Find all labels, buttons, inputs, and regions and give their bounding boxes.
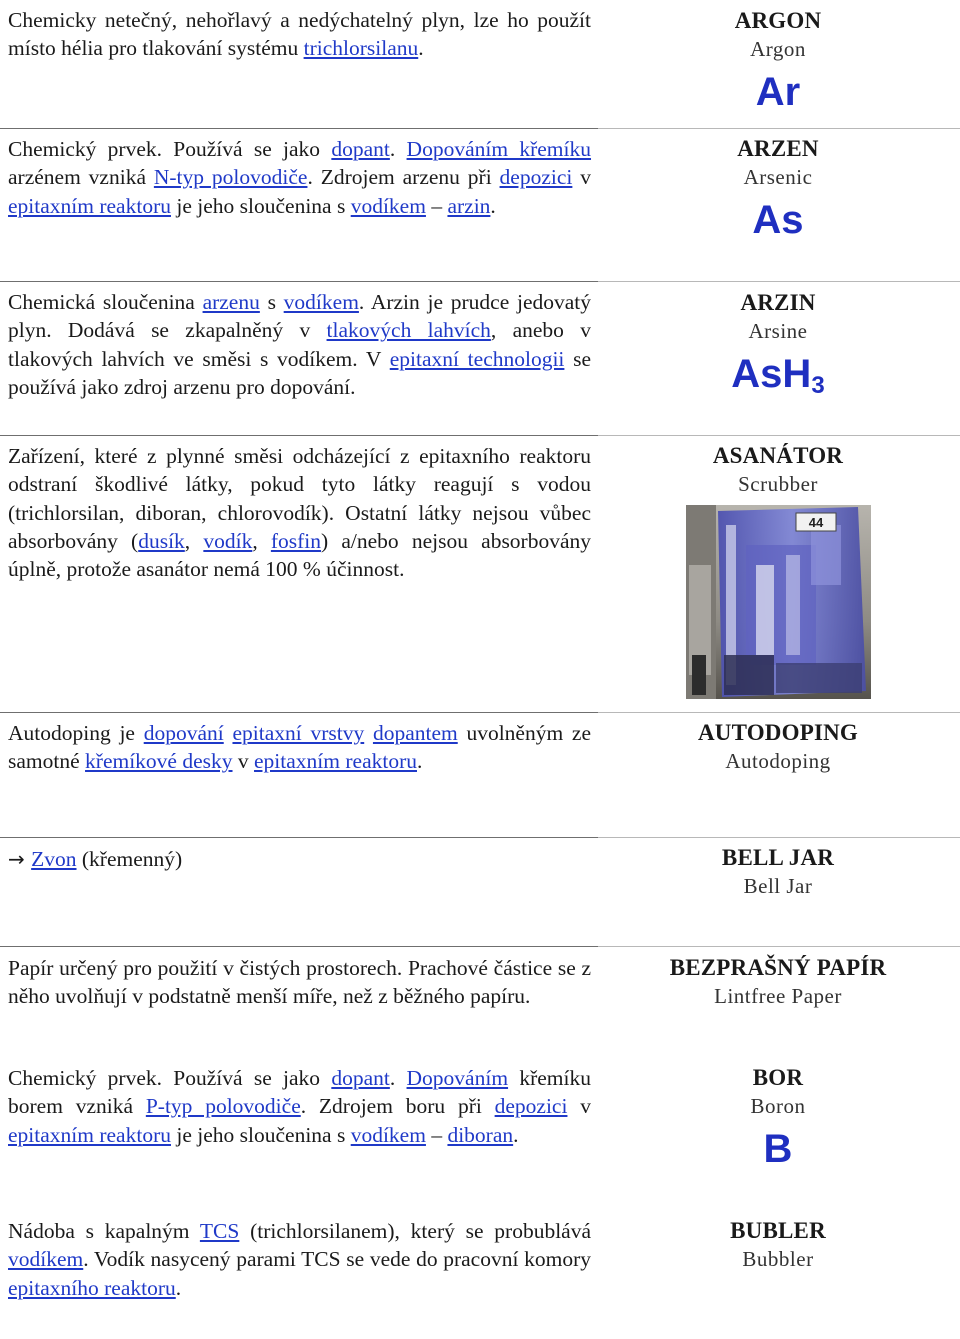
desc-text: . Zdrojem arzenu při	[307, 165, 500, 190]
row-divider	[0, 128, 598, 129]
entry-term-bubler	[600, 1217, 956, 1273]
glossary-link[interactable]: TCS	[199, 1219, 240, 1243]
desc-text: .	[389, 1066, 407, 1090]
entry-description-bell-jar	[8, 845, 591, 873]
entry-description-bezprasny-papir	[8, 954, 591, 1011]
desc-text: (křemenný)	[76, 847, 183, 871]
glossary-link[interactable]: epitaxním reaktoru	[8, 1122, 171, 1147]
entry-term-arzen	[600, 135, 956, 243]
glossary-link[interactable]: depozici	[494, 1094, 568, 1119]
glossary-link[interactable]: vodíkem	[283, 290, 359, 314]
desc-text: . Arzin je prudce jedovatý plyn. Dodává se zkapalněný v	[8, 290, 591, 343]
arrow-right-icon: →	[8, 847, 32, 871]
element-symbol: B	[763, 1127, 793, 1171]
desc-text: je jeho sloučenina s	[170, 193, 351, 218]
desc-text	[364, 721, 373, 745]
term-english: Bubbler	[742, 1247, 814, 1271]
term-english: Bell Jar	[743, 874, 813, 898]
desc-text: –	[425, 1122, 448, 1147]
entry-description-arzen	[8, 135, 591, 220]
entry-description-autodoping	[8, 719, 591, 776]
desc-text: v	[567, 1094, 591, 1119]
desc-text: arzénem vzniká	[8, 165, 154, 190]
scrubber-illustration	[686, 505, 871, 699]
entry-term-bor	[600, 1064, 956, 1172]
entry-description-bubler	[8, 1217, 591, 1302]
glossary-link[interactable]: vodíkem	[8, 1247, 84, 1272]
formula-subscript: 3	[811, 372, 825, 399]
desc-text: Papír určený pro použití v čistých prostorech. Prachové částice se z něho uvolňují v podstatně menší míře, než z běžného papíru.	[8, 956, 591, 1009]
term-english: Lintfree Paper	[714, 984, 842, 1008]
term-czech: BELL JAR	[721, 845, 835, 870]
entry-term-arzin	[600, 289, 956, 409]
glossary-link[interactable]: N-typ polovodiče	[153, 165, 308, 190]
glossary-link[interactable]: křemíkové desky	[85, 749, 233, 774]
entry-term-argon	[600, 7, 956, 115]
desc-text: křemíku borem vzniká	[8, 1066, 591, 1119]
entry-description-argon	[8, 6, 591, 63]
glossary-link[interactable]: dopování	[143, 721, 224, 745]
glossary-link[interactable]: vodíkem	[350, 1122, 426, 1147]
entry-term-bezprasny-papir	[600, 954, 956, 1010]
desc-text: Chemický prvek. Používá se jako	[8, 1066, 332, 1090]
row-divider	[0, 435, 598, 436]
desc-text: ,	[184, 528, 204, 553]
desc-text: Zařízení, které z plynné směsi odcházející z epitaxního reaktoru odstraní škodlivé látky, pokud tyto látky reagují s vodou (trichlorsilan, diboran, chlorovodík). Ostatní látky nejsou vůbec absorbovány (	[8, 444, 591, 553]
desc-text: se používá jako zdroj arzenu pro dopování.	[8, 346, 591, 399]
glossary-link[interactable]: dopant	[331, 137, 390, 161]
desc-text: Autodoping je	[8, 721, 144, 745]
row-divider	[598, 837, 960, 838]
term-english: Arsine	[748, 319, 808, 343]
glossary-link[interactable]: tlakových lahvích	[326, 318, 491, 343]
term-english: Arsenic	[743, 165, 813, 189]
term-english: Scrubber	[738, 472, 818, 496]
desc-text: ,	[252, 528, 271, 553]
entry-term-bell-jar	[600, 844, 956, 900]
desc-text: Chemický prvek. Používá se jako	[8, 137, 332, 161]
formula-base: AsH	[731, 352, 812, 396]
desc-text: uvolněným ze samotné	[8, 721, 592, 774]
desc-text: .	[389, 137, 407, 161]
glossary-link[interactable]: Dopováním křemíku	[406, 137, 592, 161]
desc-text: .	[175, 1275, 182, 1300]
row-divider	[0, 712, 598, 713]
glossary-link[interactable]: epitaxním reaktoru	[8, 193, 171, 218]
term-czech: BUBLER	[730, 1218, 826, 1243]
term-czech: BOR	[752, 1065, 804, 1090]
glossary-link[interactable]: fosfin	[270, 528, 322, 553]
term-english: Argon	[750, 37, 806, 61]
photo-label: 44	[808, 515, 824, 530]
desc-text: . Zdrojem boru při	[300, 1094, 495, 1119]
glossary-link[interactable]: vodík	[203, 528, 253, 553]
desc-text: –	[425, 193, 448, 218]
row-divider	[598, 435, 960, 436]
desc-text: je jeho sloučenina s	[170, 1122, 351, 1147]
glossary-link[interactable]: dusík	[138, 528, 185, 553]
desc-text: , anebo v tlakových lahvích ve směsi s vodíkem. V	[8, 318, 591, 371]
glossary-link[interactable]: Dopováním	[406, 1066, 509, 1090]
term-czech: BEZPRAŠNÝ PAPÍR	[669, 955, 887, 980]
row-divider	[598, 712, 960, 713]
element-symbol: As	[752, 198, 804, 242]
desc-text: Chemická sloučenina	[8, 290, 203, 314]
desc-text: ) a/nebo nejsou absorbovány úplně, protože asanátor nemá 100 % účinnost.	[8, 528, 592, 582]
term-english: Autodoping	[725, 749, 831, 773]
glossary-link[interactable]: dopant	[331, 1066, 390, 1090]
row-divider	[598, 946, 960, 947]
desc-text: .	[417, 749, 423, 774]
glossary-link[interactable]: vodíkem	[350, 193, 426, 218]
entry-description-arzin	[8, 288, 591, 401]
term-czech: ASANÁTOR	[712, 443, 844, 468]
term-czech: ARGON	[734, 8, 822, 33]
row-divider	[598, 281, 960, 282]
term-english: Boron	[750, 1094, 806, 1118]
desc-text: . Vodík nasycený parami TCS se vede do pracovní komory	[83, 1247, 591, 1272]
element-symbol: Ar	[755, 70, 801, 114]
row-divider	[598, 128, 960, 129]
desc-text: Chemicky netečný, nehořlavý a nedýchatelný plyn, lze ho použít místo hélia pro tlakování systému	[8, 8, 591, 61]
glossary-link[interactable]: arzin	[447, 193, 491, 218]
entry-description-bor	[8, 1064, 591, 1149]
glossary-link[interactable]: epitaxní vrstvy	[232, 721, 365, 745]
row-divider	[0, 281, 598, 282]
scrubber-photo	[686, 505, 871, 699]
glossary-link[interactable]: diboran	[447, 1122, 514, 1147]
entry-term-asanator	[600, 442, 956, 498]
desc-text: (trichlorsilanem), který se probublává	[239, 1219, 591, 1243]
glossary-link[interactable]: depozici	[499, 165, 573, 190]
desc-text: .	[418, 36, 424, 61]
entry-description-asanator	[8, 442, 591, 583]
glossary-link[interactable]: Zvon	[31, 847, 77, 871]
chemical-formula	[600, 351, 956, 409]
glossary-link[interactable]: epitaxního reaktoru	[8, 1275, 176, 1300]
desc-text: Nádoba s kapalným	[8, 1219, 200, 1243]
row-divider	[0, 946, 598, 947]
desc-text: .	[513, 1122, 519, 1147]
row-divider	[0, 837, 598, 838]
glossary-link[interactable]: epitaxní technologii	[389, 346, 565, 371]
glossary-link[interactable]: epitaxním reaktoru	[254, 749, 417, 774]
term-czech: ARZEN	[737, 136, 819, 161]
entry-term-autodoping	[600, 719, 956, 775]
desc-text: v	[232, 749, 255, 774]
term-czech: AUTODOPING	[697, 720, 859, 745]
desc-text: .	[490, 193, 496, 218]
glossary-link[interactable]: dopantem	[372, 721, 458, 745]
glossary-link[interactable]: arzenu	[202, 290, 260, 314]
desc-text: v	[572, 165, 592, 190]
term-czech: ARZIN	[740, 290, 816, 315]
glossary-link[interactable]: trichlorsilanu	[303, 36, 419, 61]
glossary-link[interactable]: P-typ polovodiče	[145, 1094, 301, 1119]
desc-text: s	[259, 290, 284, 314]
